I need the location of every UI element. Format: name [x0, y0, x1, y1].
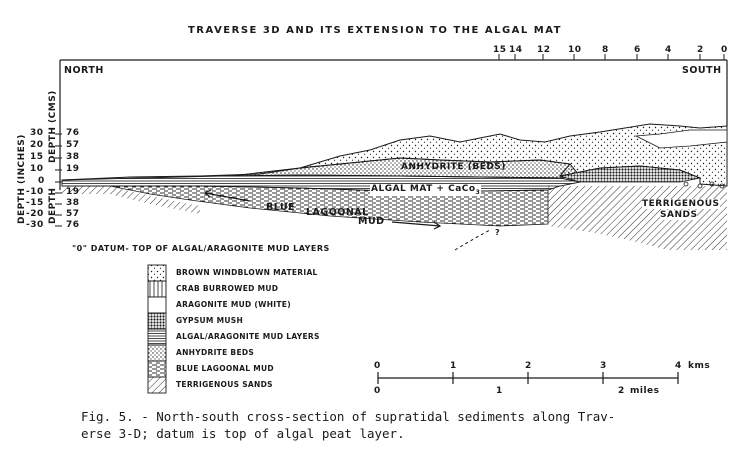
- tick-cms: 38: [66, 198, 80, 208]
- caption-line-1: Fig. 5. - North-south cross-section of supratidal sediments along Trav-: [81, 409, 616, 424]
- station-label: 10: [568, 45, 582, 55]
- station-label: 0: [721, 45, 728, 55]
- km-unit: kms: [688, 361, 711, 371]
- tick-inches: 0: [38, 176, 45, 186]
- tick-cms: 76: [66, 220, 80, 230]
- legend-item: ARAGONITE MUD (WHITE): [176, 300, 291, 309]
- lagoonal-label: LAGOONAL: [306, 207, 369, 218]
- sands-label: SANDS: [660, 210, 698, 220]
- tick-inches: -30: [26, 220, 44, 230]
- km-tick: 1: [450, 361, 457, 371]
- station-label: 2: [697, 45, 704, 55]
- station-label: 12: [537, 45, 551, 55]
- figure-caption: [81, 408, 721, 442]
- inferred-contact: [455, 230, 490, 250]
- station-label: 6: [634, 45, 641, 55]
- depth-cms-lower-label: DEPTH: [48, 187, 58, 224]
- datum-note: "0" DATUM- TOP OF ALGAL/ARAGONITE MUD LAYERS: [72, 244, 330, 253]
- algal-mat-subscript: 3: [475, 188, 481, 196]
- scale-bar: [378, 372, 678, 384]
- tick-cms: 19: [66, 187, 80, 197]
- south-label: SOUTH: [682, 65, 722, 76]
- station-label: 4: [665, 45, 672, 55]
- tick-cms: 57: [66, 209, 80, 219]
- mile-unit: miles: [630, 386, 660, 396]
- km-tick: 4: [675, 361, 682, 371]
- caption-line-2: erse 3-D; datum is top of algal peat layer.: [81, 426, 405, 441]
- blue-label: BLUE: [266, 202, 296, 213]
- mile-tick: 2: [618, 386, 625, 396]
- station-label: 8: [602, 45, 609, 55]
- station-label: 14: [509, 45, 523, 55]
- legend-item: BLUE LAGOONAL MUD: [176, 364, 274, 373]
- mud-label: MUD: [358, 216, 385, 227]
- legend-item: ANHYDRITE BEDS: [176, 348, 255, 357]
- figure-title: TRAVERSE 3D AND ITS EXTENSION TO THE ALGAL MAT: [187, 25, 562, 36]
- legend-item: TERRIGENOUS SANDS: [176, 380, 273, 389]
- km-tick: 3: [600, 361, 607, 371]
- station-ticks: [499, 54, 724, 60]
- north-label: NORTH: [64, 65, 104, 76]
- terrigenous-label: TERRIGENOUS: [642, 199, 720, 209]
- tick-inches: -15: [26, 198, 44, 208]
- mile-tick: 0: [374, 386, 381, 396]
- algal-mat-label: [370, 184, 481, 196]
- tick-inches: 15: [30, 152, 44, 162]
- legend-swatches: [148, 265, 166, 393]
- tick-inches: 30: [30, 128, 44, 138]
- question-mark: ?: [495, 228, 501, 237]
- legend-item: ALGAL/ARAGONITE MUD LAYERS: [176, 332, 320, 341]
- terrigenous-sands-layer: [548, 186, 727, 250]
- tick-inches: -20: [26, 209, 44, 219]
- tick-cms: 38: [66, 152, 80, 162]
- depth-cms-label: DEPTH (CMS): [48, 90, 58, 163]
- km-tick: 0: [374, 361, 381, 371]
- km-tick: 2: [525, 361, 532, 371]
- tick-inches: -10: [26, 187, 44, 197]
- legend-item: GYPSUM MUSH: [176, 316, 244, 325]
- tick-cms: 57: [66, 140, 80, 150]
- tick-cms: 76: [66, 128, 80, 138]
- algal-mat-text: ALGAL MAT + CaCo: [371, 184, 476, 194]
- tick-inches: 20: [30, 140, 44, 150]
- legend-item: CRAB BURROWED MUD: [176, 284, 279, 293]
- tick-cms: 19: [66, 164, 80, 174]
- mile-tick: 1: [496, 386, 503, 396]
- anhydrite-label: ANHYDRITE (BEDS): [401, 162, 506, 172]
- station-label: 15: [493, 45, 507, 55]
- tick-inches: 10: [30, 164, 44, 174]
- legend-item: BROWN WINDBLOWN MATERIAL: [176, 268, 318, 277]
- depth-inches-label: DEPTH (INCHES): [17, 134, 27, 224]
